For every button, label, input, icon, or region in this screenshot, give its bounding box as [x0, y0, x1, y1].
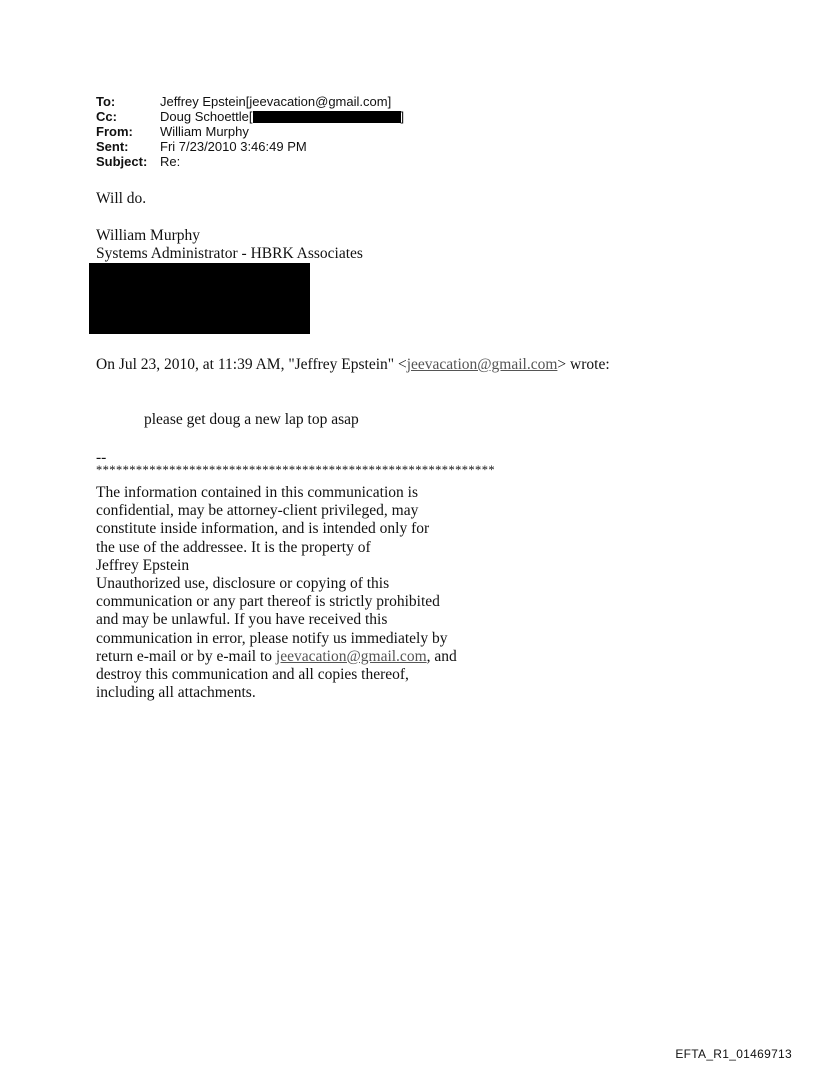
disclaimer-line: destroy this communication and all copies thereof,	[96, 666, 409, 684]
to-label: To:	[96, 94, 116, 109]
signature-name: William Murphy	[96, 227, 200, 244]
disclaimer-email-prefix: return e-mail or by e-mail to	[96, 647, 276, 665]
from-value: William Murphy	[160, 124, 249, 139]
document-id: EFTA_R1_01469713	[675, 1047, 792, 1061]
disclaimer-line: the use of the addressee. It is the property of	[96, 538, 371, 556]
reply-text: Will do.	[96, 190, 147, 207]
quote-prefix: On Jul 23, 2010, at 11:39 AM, "Jeffrey Epstein" <	[96, 356, 407, 373]
disclaimer-line: and may be unlawful. If you have received this	[96, 611, 388, 629]
quote-email-link[interactable]: jeevacation@gmail.com	[406, 356, 558, 373]
quote-header	[96, 356, 610, 374]
sent-label: Sent:	[96, 139, 129, 154]
sent-value: Fri 7/23/2010 3:46:49 PM	[160, 139, 307, 154]
subject-value: Re:	[160, 154, 181, 169]
subject-row	[96, 154, 404, 169]
disclaimer-line: constitute inside information, and is intended only for	[96, 520, 430, 538]
to-row	[96, 94, 404, 109]
email-header	[96, 94, 404, 169]
disclaimer	[96, 484, 457, 702]
disclaimer-line: Unauthorized use, disclosure or copying of this	[96, 575, 390, 593]
quote-suffix: > wrote:	[557, 356, 610, 373]
signature-title: Systems Administrator - HBRK Associates	[96, 245, 363, 262]
disclaimer-line: communication in error, please notify us immediately by	[96, 629, 448, 647]
cc-label: Cc:	[96, 109, 117, 124]
sent-row	[96, 139, 404, 154]
from-row	[96, 124, 404, 139]
disclaimer-line: confidential, may be attorney-client privileged, may	[96, 502, 419, 520]
disclaimer-line: Jeffrey Epstein	[96, 556, 190, 574]
cc-email-redaction	[253, 111, 401, 123]
cc-row	[96, 109, 404, 124]
to-value: Jeffrey Epstein[jeevacation@gmail.com]	[160, 94, 392, 109]
disclaimer-line: communication or any part thereof is strictly prohibited	[96, 593, 440, 611]
disclaimer-line: including all attachments.	[96, 684, 256, 702]
cc-bracket: ]	[400, 109, 405, 124]
separator-stars: ************************************************************	[96, 463, 495, 477]
from-label: From:	[96, 124, 133, 139]
disclaimer-line-email	[96, 648, 457, 666]
signature-redaction	[89, 263, 310, 334]
cc-name: Doug Schoettle[	[160, 109, 253, 124]
separator-dashes: --	[96, 449, 107, 466]
quoted-message: please get doug a new lap top asap	[144, 411, 359, 428]
disclaimer-email-suffix: , and	[426, 647, 457, 665]
disclaimer-email-link[interactable]: jeevacation@gmail.com	[275, 647, 427, 665]
subject-label: Subject:	[96, 154, 148, 169]
cc-value	[160, 109, 404, 124]
disclaimer-line: The information contained in this communication is	[96, 484, 418, 501]
